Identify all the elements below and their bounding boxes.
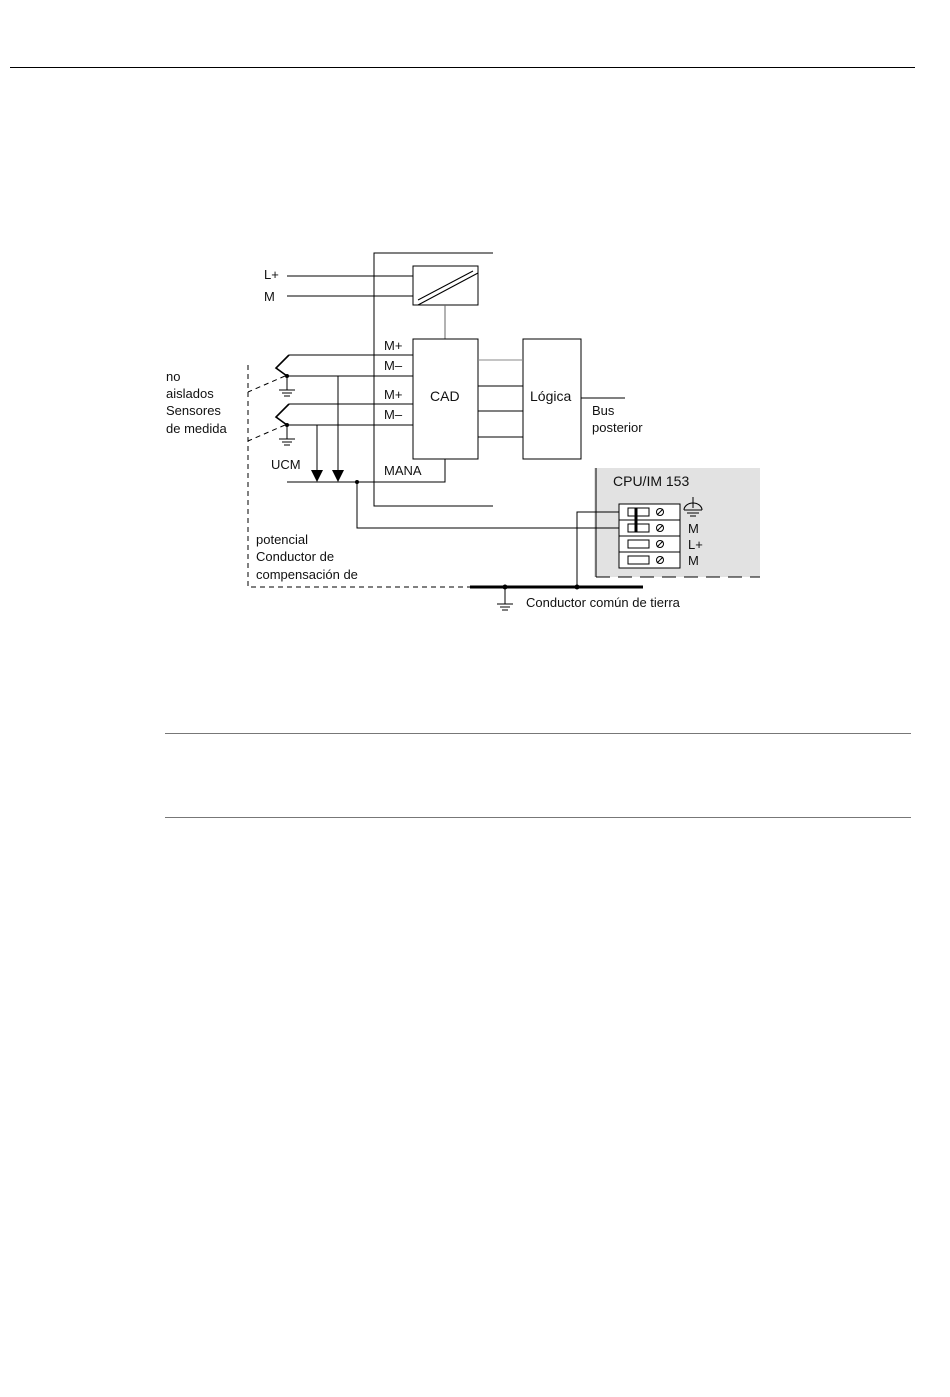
label-terminal-lplus: L+ <box>688 537 703 552</box>
cpu-terminal-block <box>619 504 680 568</box>
label-bus-line1: Bus <box>592 403 615 418</box>
label-terminal-m1: M <box>688 521 699 536</box>
label-sensors-line3: Sensores <box>166 403 221 418</box>
label-mana: MANA <box>384 463 422 478</box>
label-lplus: L+ <box>264 267 279 282</box>
label-terminal-m2: M <box>688 553 699 568</box>
label-sensors-line2: aislados <box>166 386 214 401</box>
label-m: M <box>264 289 275 304</box>
label-equipotential-line2: Conductor de <box>256 549 335 564</box>
label-mplus-2: M+ <box>384 387 403 402</box>
ucm-arrows <box>311 376 344 482</box>
label-sensors-line1: no <box>166 369 181 384</box>
label-mminus-1: M– <box>384 358 403 373</box>
label-mminus-2: M– <box>384 407 403 422</box>
label-equipotential-line3: compensación de <box>256 567 358 582</box>
label-sensors-line4: de medida <box>166 421 227 436</box>
label-adc: CAD <box>430 388 460 404</box>
sensor-2 <box>248 404 295 445</box>
label-ucm: UCM <box>271 457 301 472</box>
mana-to-cpu-wire <box>355 480 636 528</box>
label-bus-line2: posterior <box>592 420 643 435</box>
label-common-ground: Conductor común de tierra <box>526 595 680 610</box>
divider-rule-upper <box>165 733 911 734</box>
divider-rule-lower <box>165 817 911 818</box>
label-equipotential-line1: potencial <box>256 532 309 547</box>
label-cpu-title: CPU/IM 153 <box>613 473 690 489</box>
label-mplus-1: M+ <box>384 338 403 353</box>
adc-logic-connections <box>478 360 523 437</box>
sensor-1 <box>248 355 295 396</box>
dc-dc-converter <box>413 266 478 305</box>
label-logic: Lógica <box>530 388 572 404</box>
